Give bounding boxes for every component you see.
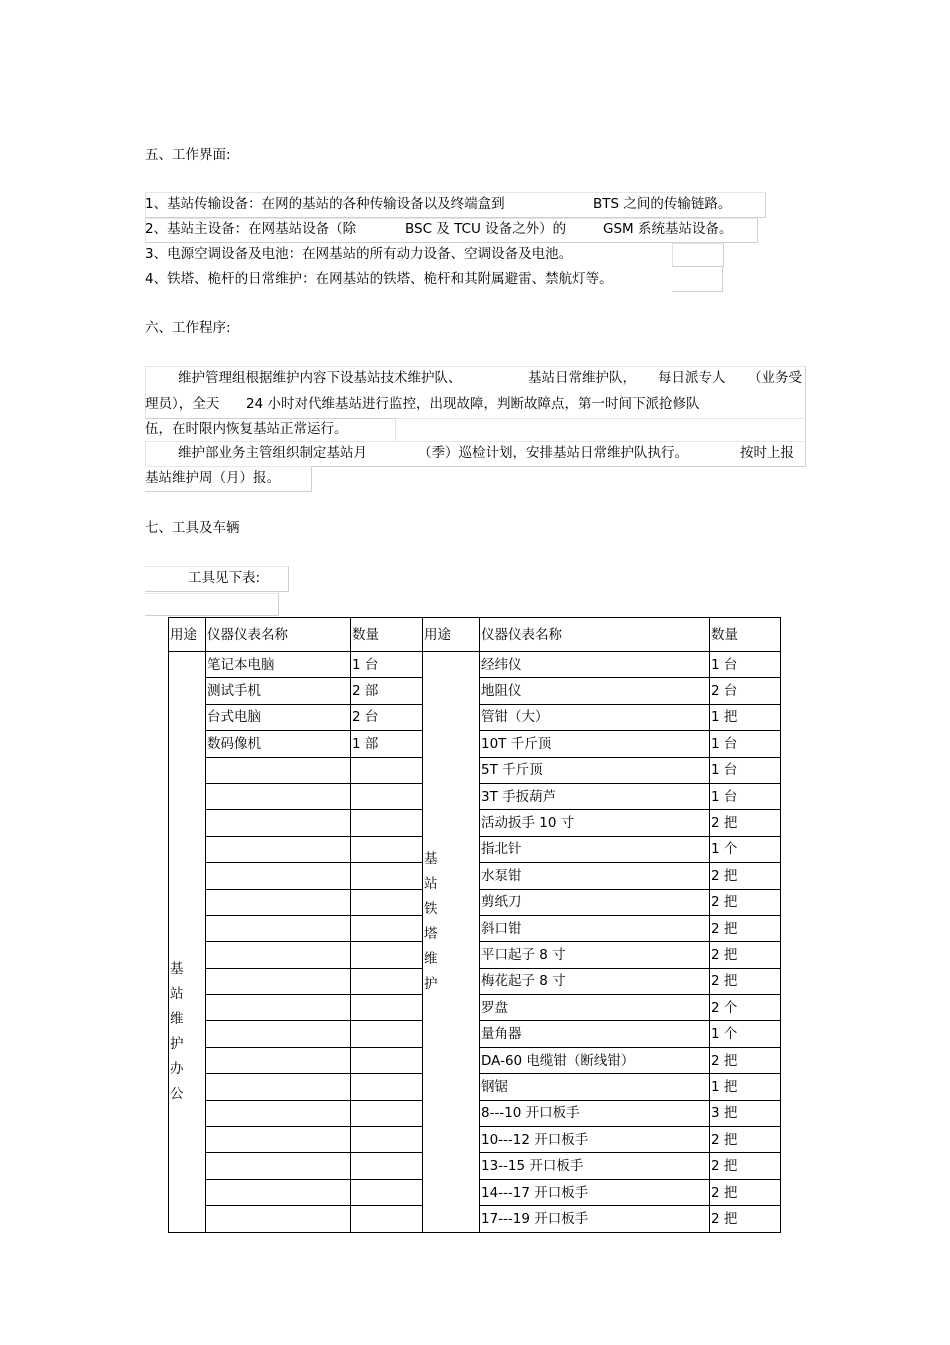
left-qty-cell	[351, 968, 423, 994]
right-qty-cell: 2 把	[710, 915, 781, 941]
left-qty-cell: 2 台	[351, 704, 423, 730]
header-use-left: 用途	[169, 618, 206, 652]
section-6-heading: 六、工作程序:	[145, 320, 231, 336]
item-1-text: 1、基站传输设备：在网的基站的各种传输设备以及终端盒到	[145, 196, 505, 212]
left-name-cell	[206, 783, 351, 809]
use-group-office: 基 站 维 护 办 公	[169, 652, 206, 1233]
left-qty-cell	[351, 810, 423, 836]
left-qty-cell	[351, 995, 423, 1021]
left-name-cell: 笔记本电脑	[206, 652, 351, 678]
text-frame	[672, 267, 723, 292]
left-name-cell	[206, 810, 351, 836]
right-qty-cell: 2 把	[710, 1047, 781, 1073]
para-1-line-2-b: 24 小时对代维基站进行监控，出现故障，判断故障点，第一时间下派抢修队	[246, 396, 700, 412]
right-qty-cell: 2 把	[710, 1153, 781, 1179]
left-name-cell: 台式电脑	[206, 704, 351, 730]
header-use-right: 用途	[423, 618, 480, 652]
left-name-cell	[206, 889, 351, 915]
para-1-line-2-a: 理员），全天	[145, 396, 220, 412]
right-name-cell: 斜口钳	[480, 915, 710, 941]
section-5-heading: 五、工作界面:	[145, 147, 231, 163]
item-3-text: 3、电源空调设备及电池：在网基站的所有动力设备、空调设备及电池。	[145, 246, 573, 262]
right-name-cell: 梅花起子 8 寸	[480, 968, 710, 994]
right-qty-cell: 1 把	[710, 704, 781, 730]
right-qty-cell: 2 把	[710, 889, 781, 915]
item-2-text: 2、基站主设备：在网基站设备（除	[145, 221, 357, 237]
para-2-part-b: （季）巡检计划，安排基站日常维护队执行。	[418, 445, 688, 461]
item-1-text-end: BTS 之间的传输链路。	[593, 196, 732, 212]
right-name-cell: 管钳（大）	[480, 704, 710, 730]
tools-table	[168, 617, 781, 1233]
right-name-cell: 水泵钳	[480, 863, 710, 889]
left-qty-cell	[351, 1127, 423, 1153]
table-header-row	[169, 618, 781, 652]
para-1-part-b: 基站日常维护队，	[528, 370, 636, 386]
header-qty-right: 数量	[710, 618, 781, 652]
left-name-cell	[206, 1021, 351, 1047]
right-name-cell: 活动扳手 10 寸	[480, 810, 710, 836]
right-qty-cell: 1 个	[710, 836, 781, 862]
right-qty-cell: 1 台	[710, 652, 781, 678]
right-name-cell: 钢锯	[480, 1074, 710, 1100]
right-qty-cell: 2 把	[710, 942, 781, 968]
right-name-cell: 3T 手扳葫芦	[480, 783, 710, 809]
tools-intro: 工具见下表:	[188, 570, 261, 586]
left-qty-cell	[351, 1100, 423, 1126]
right-name-cell: 17---19 开口板手	[480, 1206, 710, 1232]
right-name-cell: 10T 千斤顶	[480, 731, 710, 757]
right-name-cell: 罗盘	[480, 995, 710, 1021]
text-frame	[395, 418, 806, 442]
left-qty-cell	[351, 915, 423, 941]
left-qty-cell	[351, 1206, 423, 1232]
left-name-cell	[206, 968, 351, 994]
right-qty-cell: 2 个	[710, 995, 781, 1021]
right-name-cell: 8---10 开口板手	[480, 1100, 710, 1126]
left-qty-cell	[351, 783, 423, 809]
left-name-cell	[206, 1127, 351, 1153]
right-qty-cell: 1 个	[710, 1021, 781, 1047]
right-qty-cell: 2 把	[710, 1206, 781, 1232]
left-qty-cell	[351, 1047, 423, 1073]
left-qty-cell	[351, 1153, 423, 1179]
right-qty-cell: 2 把	[710, 1179, 781, 1205]
item-4-text: 4、铁塔、桅杆的日常维护：在网基站的铁塔、桅杆和其附属避雷、禁航灯等。	[145, 271, 613, 287]
right-name-cell: DA-60 电缆钳（断线钳）	[480, 1047, 710, 1073]
use-group-tower: 基 站 铁 塔 维 护	[423, 652, 480, 1233]
right-qty-cell: 3 把	[710, 1100, 781, 1126]
text-frame	[145, 593, 279, 616]
header-qty-left: 数量	[351, 618, 423, 652]
left-name-cell	[206, 863, 351, 889]
item-2-text-mid: BSC 及 TCU 设备之外）的	[405, 221, 567, 237]
left-qty-cell: 1 台	[351, 652, 423, 678]
para-1-part-c: 每日派专人	[658, 370, 726, 386]
left-qty-cell: 2 部	[351, 678, 423, 704]
right-qty-cell: 2 把	[710, 863, 781, 889]
left-name-cell	[206, 915, 351, 941]
right-name-cell: 14---17 开口板手	[480, 1179, 710, 1205]
header-name-right: 仪器仪表名称	[480, 618, 710, 652]
section-7-heading: 七、工具及车辆	[145, 520, 240, 536]
left-name-cell	[206, 836, 351, 862]
left-name-cell	[206, 995, 351, 1021]
right-qty-cell: 2 把	[710, 810, 781, 836]
para-1-part-d: （业务受	[748, 370, 802, 386]
left-name-cell	[206, 1179, 351, 1205]
right-name-cell: 经纬仪	[480, 652, 710, 678]
para-2-part-a: 维护部业务主管组织制定基站月	[178, 445, 367, 461]
para-2-line-2: 基站维护周（月）报。	[145, 470, 280, 486]
right-name-cell: 13--15 开口板手	[480, 1153, 710, 1179]
right-name-cell: 10---12 开口板手	[480, 1127, 710, 1153]
left-name-cell	[206, 1100, 351, 1126]
header-name-left: 仪器仪表名称	[206, 618, 351, 652]
right-qty-cell: 1 台	[710, 783, 781, 809]
left-qty-cell	[351, 1179, 423, 1205]
left-qty-cell	[351, 863, 423, 889]
right-qty-cell: 1 台	[710, 731, 781, 757]
right-qty-cell: 2 把	[710, 1127, 781, 1153]
para-1-part-a: 维护管理组根据维护内容下设基站技术维护队、	[178, 370, 462, 386]
left-qty-cell	[351, 1074, 423, 1100]
right-name-cell: 剪纸刀	[480, 889, 710, 915]
left-qty-cell	[351, 1021, 423, 1047]
right-name-cell: 指北针	[480, 836, 710, 862]
left-name-cell: 测试手机	[206, 678, 351, 704]
right-name-cell: 地阻仪	[480, 678, 710, 704]
left-qty-cell: 1 部	[351, 731, 423, 757]
right-qty-cell: 1 把	[710, 1074, 781, 1100]
left-name-cell	[206, 1153, 351, 1179]
right-name-cell: 平口起子 8 寸	[480, 942, 710, 968]
left-name-cell	[206, 1074, 351, 1100]
text-frame	[672, 243, 724, 267]
left-qty-cell	[351, 942, 423, 968]
left-name-cell	[206, 1047, 351, 1073]
left-name-cell	[206, 1206, 351, 1232]
table-row	[169, 652, 781, 678]
right-name-cell: 量角器	[480, 1021, 710, 1047]
right-name-cell: 5T 千斤顶	[480, 757, 710, 783]
para-1-line-3: 伍，在时限内恢复基站正常运行。	[145, 421, 348, 437]
left-name-cell	[206, 942, 351, 968]
right-qty-cell: 2 把	[710, 968, 781, 994]
left-qty-cell	[351, 757, 423, 783]
right-qty-cell: 2 台	[710, 678, 781, 704]
item-2-text-end: GSM 系统基站设备。	[603, 221, 733, 237]
left-name-cell	[206, 757, 351, 783]
para-2-part-c: 按时上报	[740, 445, 794, 461]
left-name-cell: 数码像机	[206, 731, 351, 757]
left-qty-cell	[351, 836, 423, 862]
right-qty-cell: 1 台	[710, 757, 781, 783]
left-qty-cell	[351, 889, 423, 915]
